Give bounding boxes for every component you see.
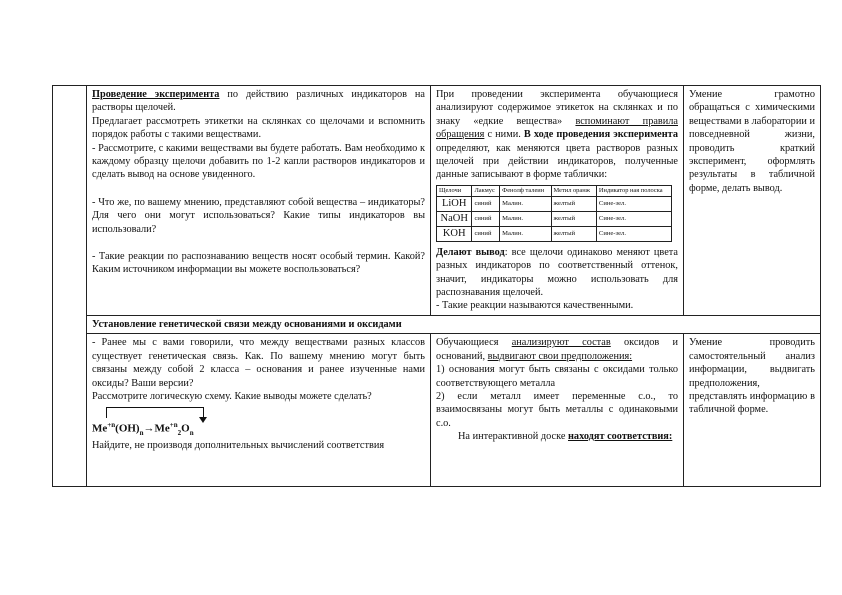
table-header-row	[437, 185, 672, 196]
column-header: Метил оранж	[551, 185, 596, 196]
table-cell: KOH	[437, 226, 472, 241]
column-header: Лакмус	[472, 185, 500, 196]
table-cell: Сине-зел.	[596, 211, 671, 226]
skills-cell: Умение грамотно обращаться с химическими веществами в лаборатории и повседневной жизни, проводить краткий эксперимент, оформлять результаты в табличной форме, делать вывод.	[684, 86, 821, 316]
logic-scheme	[92, 405, 425, 439]
teacher-paragraph: - Рассмотрите, с какими веществами вы будете работать. Вам необходимо к каждому образцу щелочи добавить по 1-2 капли растворов индикаторов и сделать вывод на основе увиденного.	[92, 142, 425, 181]
table-cell: LiOH	[437, 196, 472, 211]
table-cell: синий	[472, 211, 500, 226]
student-paragraph: 1) основания могут быть связаны с оксидами только соответствующего металла	[436, 364, 678, 389]
teacher-activity-cell	[87, 86, 431, 316]
teacher-paragraph: - Ранее мы с вами говорили, что между веществами разных классов существует генетическая связь. Как. По вашему мнению могут быть связаны между собой 2 класса – основания и ранее изученные нами оксиды? Ваши версии?	[92, 337, 425, 389]
student-paragraph: 2) если металл имеет переменные с.о., то взаимосвязаны могут быть металлы с одинаковыми с.о.	[436, 390, 678, 429]
table-cell: Сине-зел.	[596, 226, 671, 241]
indicator-results-table	[436, 185, 672, 242]
student-paragraph: При проведении эксперимента обучающиеся анализируют содержимое этикеток на склянках и по знаку «едкие вещества» вспоминают правила обращения с ними. В ходе проведения эксперимента определяют, как меняются цвета растворов разных щелочей при действии индикаторов, полученные данные записывают в форме таблички:	[436, 89, 678, 181]
column-header: Щелочи	[437, 185, 472, 196]
student-conclusion: Делают вывод: все щелочи одинаково меняют цвета разных индикаторов по соответственный оттенок, значит, индикаторы можно использовать для распознавания щелочей.	[436, 246, 678, 299]
table-cell: Малин.	[500, 196, 551, 211]
student-activity-cell	[431, 86, 684, 316]
table-row	[53, 334, 821, 487]
table-row	[53, 86, 821, 316]
table-cell: желтый	[551, 196, 596, 211]
teacher-paragraph: Найдите, не производя дополнительных вычислений соответствия	[92, 440, 385, 452]
table-cell: желтый	[551, 211, 596, 226]
table-cell: синий	[472, 196, 500, 211]
lesson-plan-table	[52, 85, 821, 487]
student-paragraph: - Такие реакции называются качественными.	[436, 300, 634, 312]
student-activity-cell	[431, 334, 684, 487]
table-cell: NaOH	[437, 211, 472, 226]
stage-column	[53, 86, 87, 487]
teacher-activity-cell	[87, 334, 431, 487]
table-cell: синий	[472, 226, 500, 241]
experiment-task: Проведение эксперимента по действию различных индикаторов на растворы щелочей.	[92, 89, 425, 114]
column-header: Фенолф талеин	[500, 185, 551, 196]
student-paragraph: На интерактивной доске находят соответствия:	[458, 431, 673, 443]
teacher-paragraph: Предлагает рассмотреть этикетки на склянках со щелочами и вспомнить порядок работы с такими веществами.	[92, 115, 425, 141]
teacher-paragraph: Рассмотрите логическую схему. Какие выводы можете сделать?	[92, 390, 372, 402]
teacher-paragraph: - Что же, по вашему мнению, представляют собой вещества – индикаторы? Для чего они могут использоваться? Какие типы индикаторов вы использовали?	[92, 196, 425, 235]
table-cell: Малин.	[500, 226, 551, 241]
table-cell: желтый	[551, 226, 596, 241]
skills-cell: Умение проводить самостоятельный анализ информации, выдвигать предположения, представлять информацию в табличной форме.	[684, 334, 821, 487]
column-header: Индикатор ная полоска	[596, 185, 671, 196]
arrow-icon	[106, 407, 204, 418]
section-title: Установление генетической связи между основаниями и оксидами	[87, 315, 821, 333]
table-row	[437, 211, 672, 226]
table-cell: Сине-зел.	[596, 196, 671, 211]
section-title-row	[53, 315, 821, 333]
table-row	[437, 196, 672, 211]
student-paragraph: Обучающиеся анализируют состав оксидов и оснований, выдвигают свои предположения:	[436, 337, 678, 362]
table-cell: Малин.	[500, 211, 551, 226]
teacher-paragraph: - Такие реакции по распознаванию веществ носят особый термин. Какой? Каким источником информации вы можете воспользоваться?	[92, 251, 425, 276]
table-row	[437, 226, 672, 241]
scheme-formula: $Me^{+n}(OH)_n\to Me^{+n}_2O_n$	[92, 421, 194, 438]
